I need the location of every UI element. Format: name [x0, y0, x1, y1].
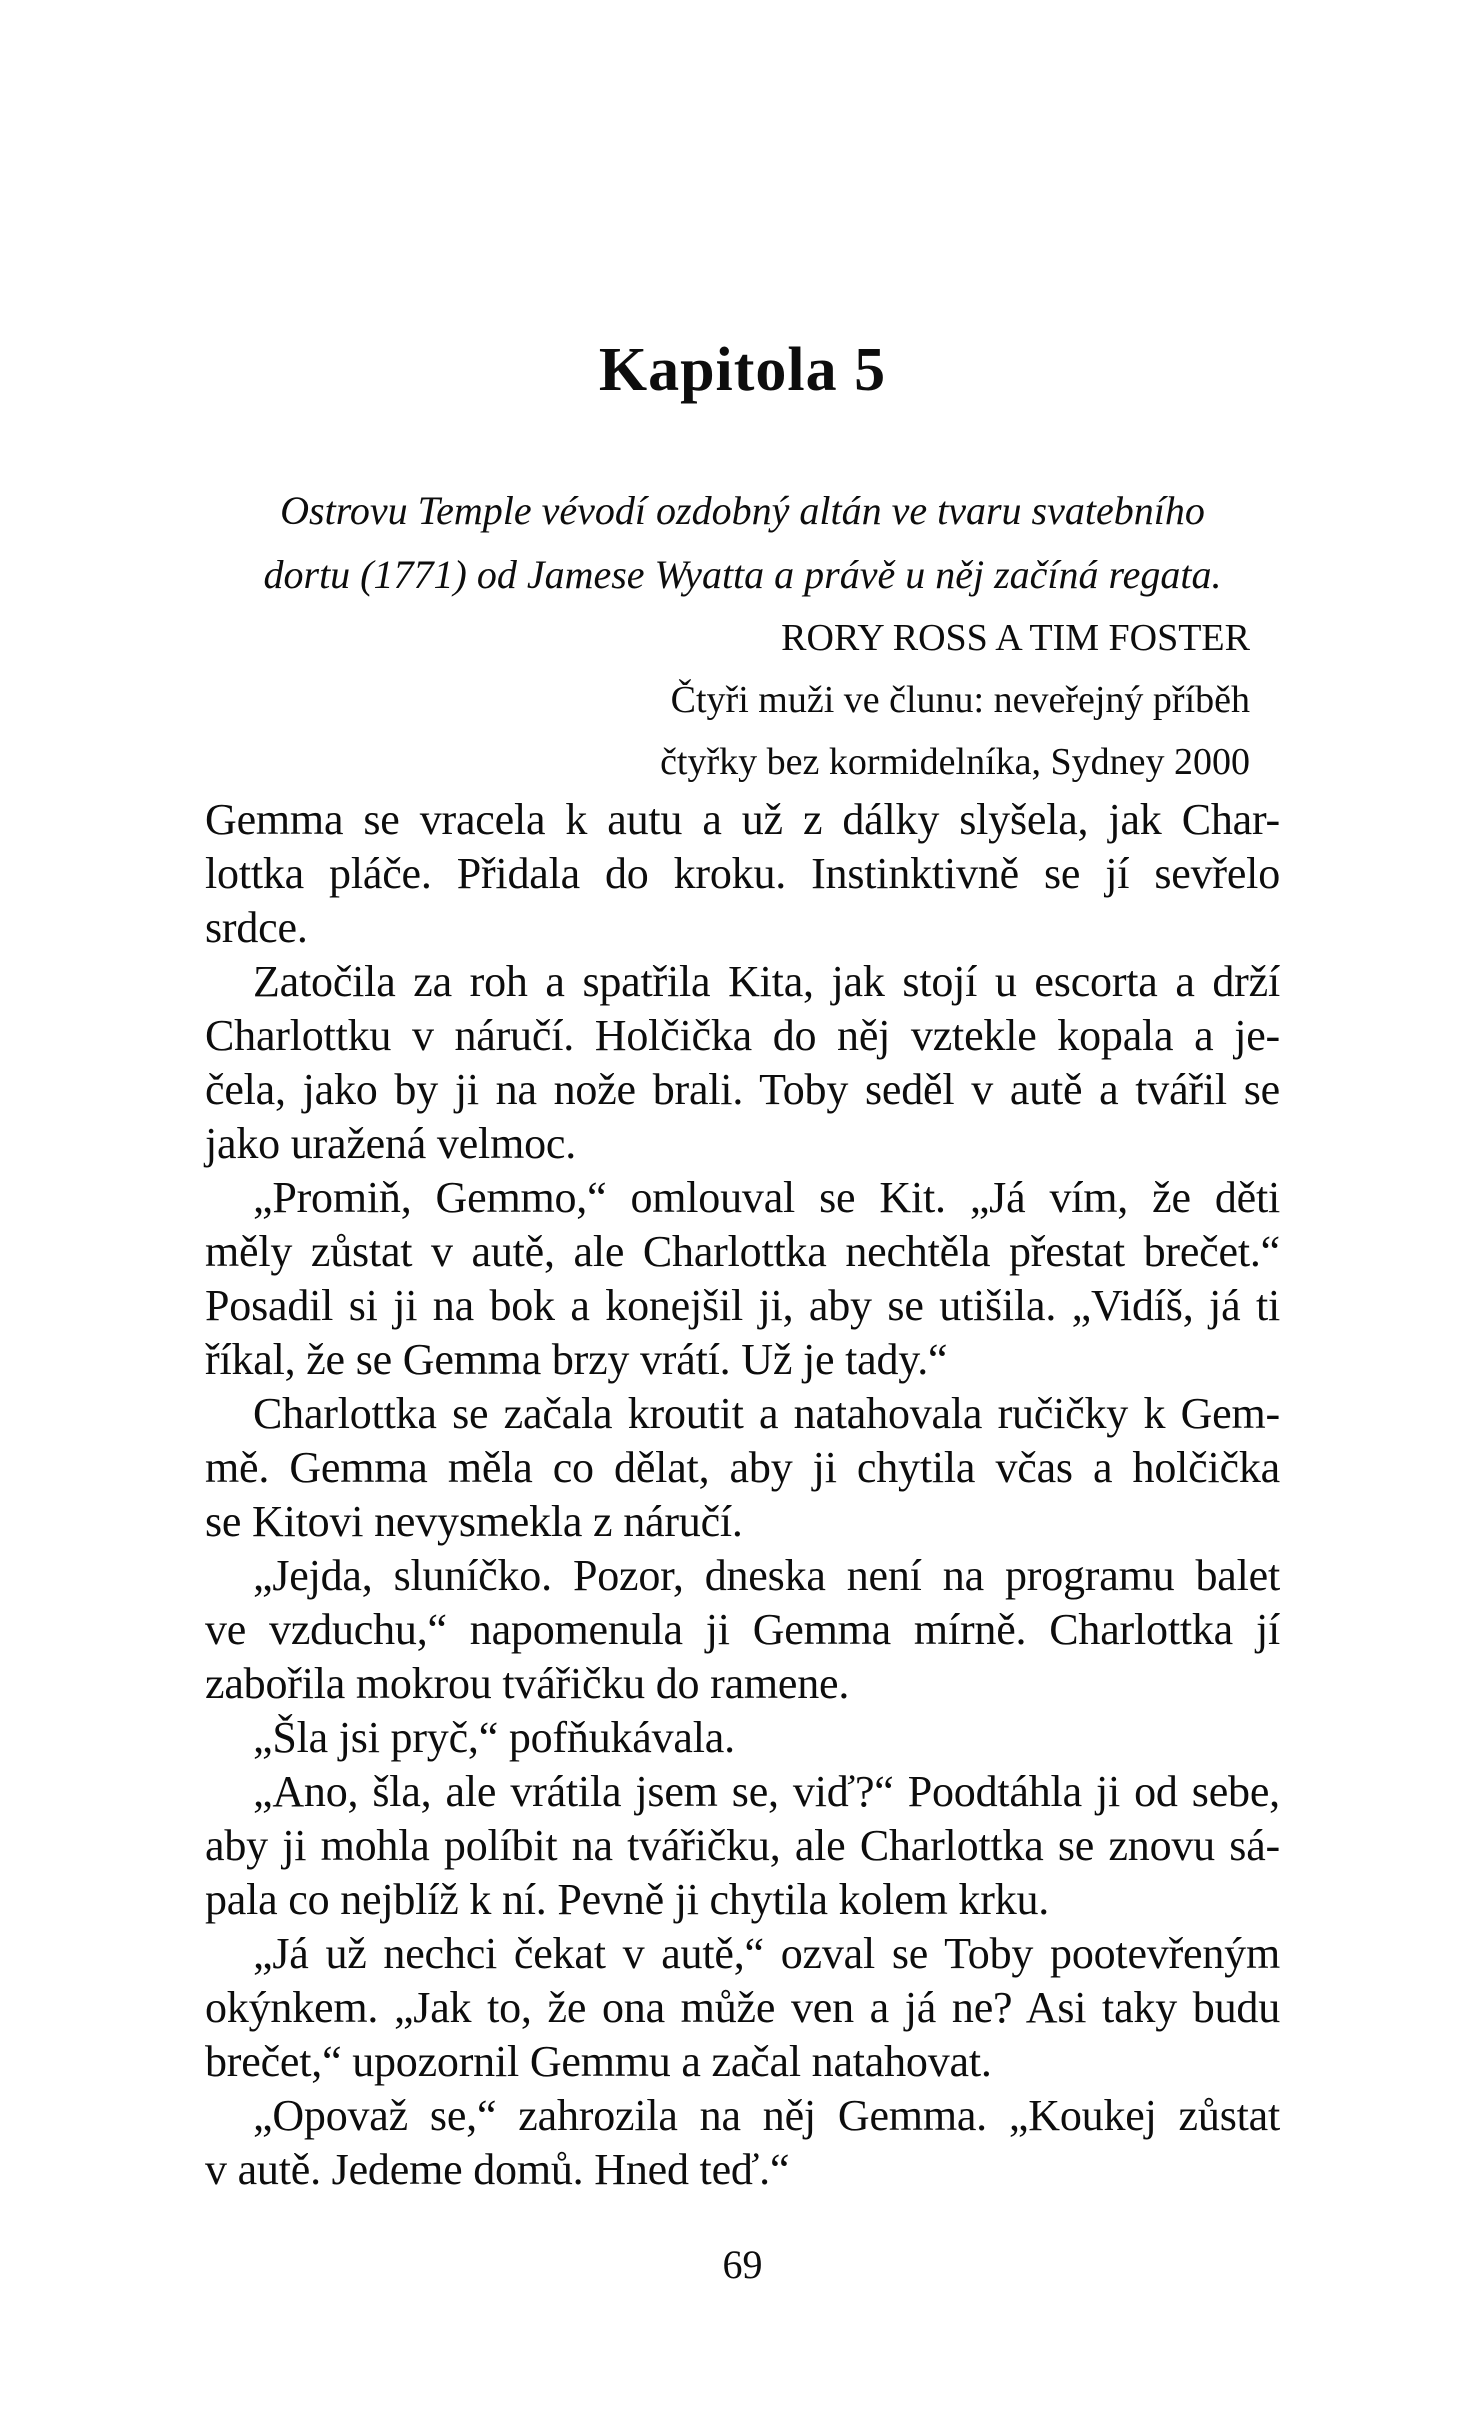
body-line: „Promiň, Gemmo,“ omlouval se Kit. „Já vím, že děti	[253, 1173, 1280, 1222]
body-line: „Šla jsi pryč,“ pofňukávala.	[253, 1713, 735, 1762]
page-number: 69	[722, 2242, 763, 2287]
body-line: Posadil si ji na bok a konejšil ji, aby se utišila. „Vidíš, já ti	[205, 1281, 1280, 1330]
body-line: „Jejda, sluníčko. Pozor, dneska není na programu balet	[253, 1551, 1280, 1600]
body-line: „Já už nechci čekat v autě,“ ozval se Toby pootevřeným	[253, 1929, 1280, 1978]
epigraph-line-2: dortu (1771) od Jamese Wyatta a právě u něj začíná regata.	[263, 552, 1222, 597]
epigraph	[205, 479, 1280, 793]
chapter-title: Kapitola 5	[598, 336, 887, 404]
body-line: v autě. Jedeme domů. Hned teď.“	[205, 2145, 790, 2194]
body-line: mě. Gemma měla co dělat, aby ji chytila včas a holčička	[205, 1443, 1280, 1492]
epigraph-attribution-title: Čtyři muži ve člunu: neveřejný příběh	[670, 679, 1250, 721]
body-line: ve vzduchu,“ napomenula ji Gemma mírně. Charlottka jí	[205, 1605, 1280, 1654]
body-text	[205, 793, 1280, 2197]
body-line: jako uražená velmoc.	[205, 1119, 577, 1168]
body-line: lottka pláče. Přidala do kroku. Instinktivně se jí sevřelo	[205, 849, 1280, 898]
body-line: Zatočila za roh a spatřila Kita, jak stojí u escorta a drží	[253, 957, 1280, 1006]
epigraph-attribution-detail: čtyřky bez kormidelníka, Sydney 2000	[660, 741, 1250, 783]
body-line: Gemma se vracela k autu a už z dálky slyšela, jak Char-	[205, 795, 1280, 844]
body-line: srdce.	[205, 903, 308, 952]
body-line: Charlottku v náručí. Holčička do něj vztekle kopala a je-	[205, 1011, 1280, 1060]
body-line: pala co nejblíž k ní. Pevně ji chytila kolem krku.	[205, 1875, 1050, 1924]
body-line: říkal, že se Gemma brzy vrátí. Už je tady.“	[205, 1335, 948, 1384]
body-line: aby ji mohla políbit na tvářičku, ale Charlottka se znovu sá-	[205, 1821, 1280, 1870]
body-line: zabořila mokrou tvářičku do ramene.	[205, 1659, 850, 1708]
body-line: se Kitovi nevysmekla z náručí.	[205, 1497, 743, 1546]
body-line: Charlottka se začala kroutit a natahovala ručičky k Gem-	[253, 1389, 1280, 1438]
body-line: měly zůstat v autě, ale Charlottka nechtěla přestat brečet.“	[205, 1227, 1280, 1276]
body-line: čela, jako by ji na nože brali. Toby seděl v autě a tvářil se	[205, 1065, 1280, 1114]
epigraph-line-1: Ostrovu Temple vévodí ozdobný altán ve tvaru svatebního	[280, 488, 1205, 533]
body-line: brečet,“ upozornil Gemmu a začal natahovat.	[205, 2037, 992, 2086]
body-line: okýnkem. „Jak to, že ona může ven a já ne? Asi taky budu	[205, 1983, 1280, 2032]
body-line: „Opovaž se,“ zahrozila na něj Gemma. „Koukej zůstat	[253, 2091, 1280, 2140]
epigraph-attribution-authors: RORY ROSS A TIM FOSTER	[781, 617, 1250, 659]
body-line: „Ano, šla, ale vrátila jsem se, viď?“ Poodtáhla ji od sebe,	[253, 1767, 1280, 1816]
